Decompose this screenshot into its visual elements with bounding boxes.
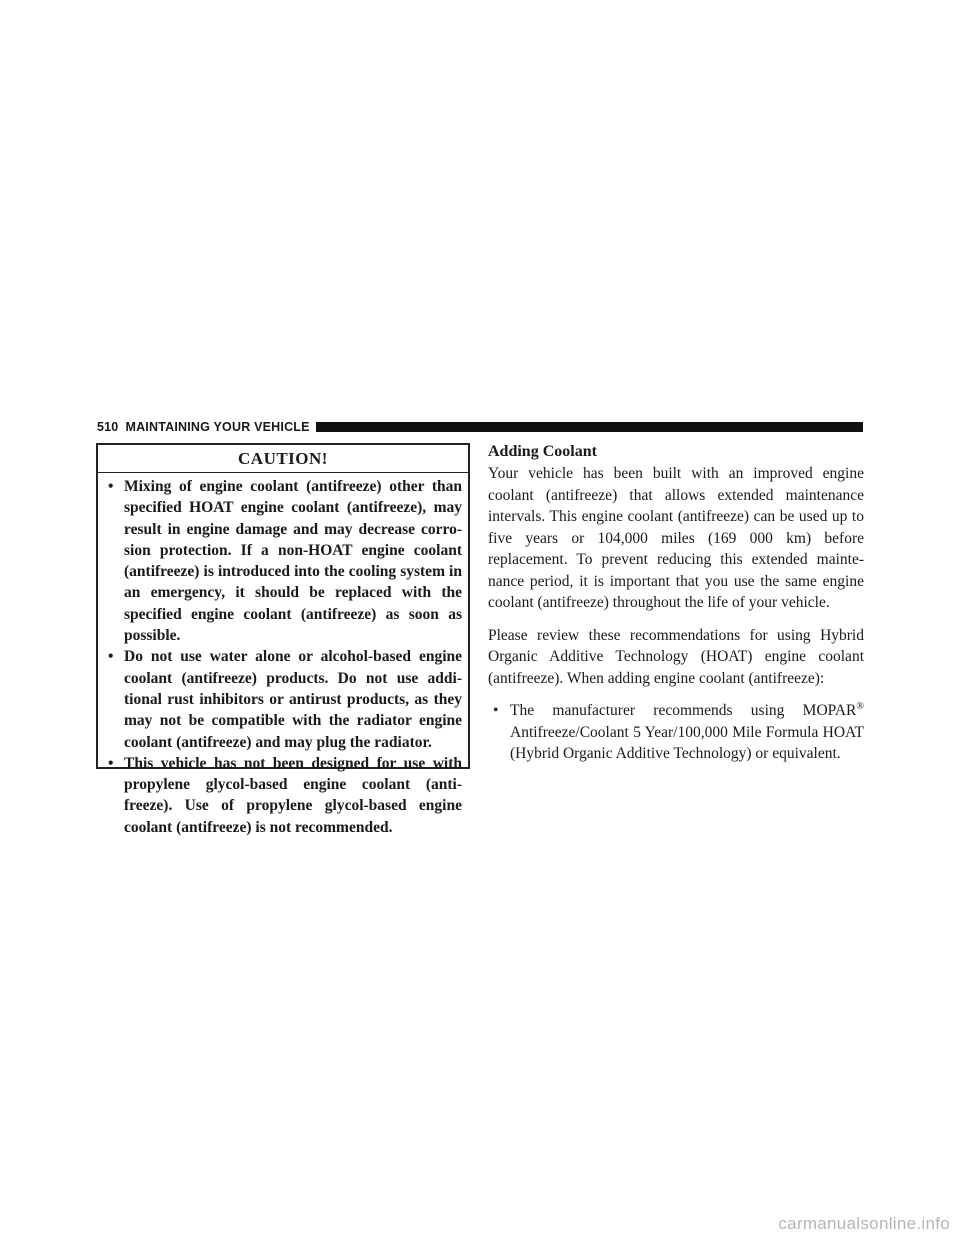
adding-coolant-paragraph-1: Your vehicle has been built with an improved engine coolant (antifreeze) that allows extended maintenance intervals. This engine coolant (antifreeze) can be used up to five years or 104,000 miles (169 000 km) before replacement. To prevent reducing this extended mainte-nance period, it is important that you use the same engine coolant (antifreeze) throughout the life of your vehicle. xyxy=(488,465,864,611)
recommendation-text-end: Antifreeze/Coolant 5 Year/100,000 Mile Formula HOAT (Hybrid Organic Additive Technology) or equivalent. xyxy=(510,723,864,762)
caution-list xyxy=(98,473,468,838)
caution-item-text: This vehicle has not been designed for use with propylene glycol-based engine coolant (anti-freeze). Use of propylene glycol-based engine coolant (antifreeze) is not recommended. xyxy=(124,754,462,836)
watermark: carmanualsonline.info xyxy=(778,1214,950,1233)
caution-item-text: Do not use water alone or alcohol-based engine coolant (antifreeze) products. Do not use addi-tional rust inhibitors or antirust products, as they may not be compatible with the radiator engine coolant (antifreeze) and may plug the radiator. xyxy=(124,648,462,751)
registered-mark: ® xyxy=(856,700,864,712)
adding-coolant-paragraph-2: Please review these recommendations for using Hybrid Organic Additive Technology (HOAT) engine coolant (antifreeze). When adding engine coolant (antifreeze): xyxy=(488,626,864,687)
page-header xyxy=(97,419,863,435)
page-number: 510 xyxy=(97,420,119,434)
recommendations-list xyxy=(488,700,864,765)
caution-box xyxy=(96,443,470,836)
adding-coolant-heading: Adding Coolant xyxy=(488,443,597,460)
bullet-icon: • xyxy=(108,478,114,495)
recommendation-text-start: The manufacturer recommends using MOPAR xyxy=(510,702,857,719)
bullet-icon: • xyxy=(108,648,114,666)
recommendation-item-mopar xyxy=(492,700,864,765)
caution-item-water xyxy=(106,646,462,752)
section-title: MAINTAINING YOUR VEHICLE xyxy=(125,420,310,434)
adding-coolant-section xyxy=(488,441,864,765)
caution-item-text: Mixing of engine coolant (antifreeze) other than specified HOAT engine coolant (antifreeze), may result in engine damage and may decrease corro-sion protection. If a non-HOAT engine coolant (antifreeze) is introduced into the cooling system in an emergency, it should be replaced with the specified engine coolant (antifreeze) as soon as possible. xyxy=(124,478,462,645)
caution-item-propylene xyxy=(106,753,462,838)
caution-item-mixing xyxy=(106,476,462,646)
header-rule xyxy=(316,422,863,432)
caution-title: CAUTION! xyxy=(98,445,468,473)
bullet-icon: • xyxy=(493,702,499,719)
bullet-icon: • xyxy=(108,754,114,772)
